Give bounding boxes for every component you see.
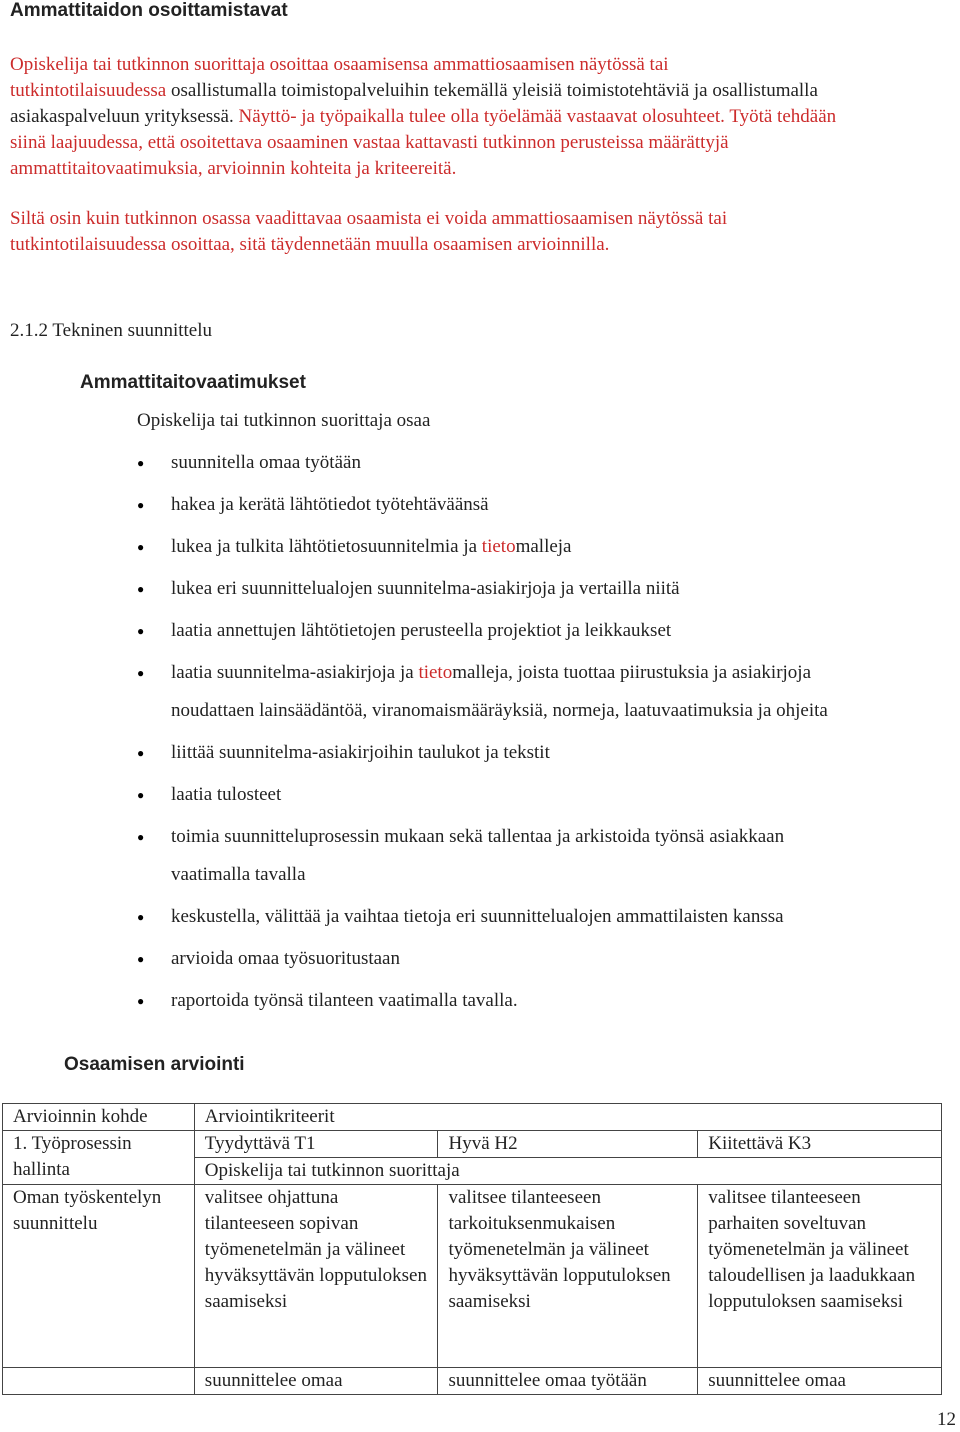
intro-text: ammattitaitovaatimuksia, arvioinnin kohteita ja kriteereitä.: [10, 158, 457, 179]
table-cell-target: [3, 1368, 195, 1395]
intro-line: [10, 52, 955, 78]
list-item-text: malleja, joista tuottaa piirustuksia ja asiakirjoja: [452, 662, 812, 683]
table-cell-h2: valitsee tilanteeseen tarkoituksenmukaisen työmenetelmän ja välineet hyväksyttävän lopputuloksen saamiseksi: [438, 1185, 698, 1368]
list-item-text: liittää suunnitelma-asiakirjoihin taulukot ja tekstit: [171, 742, 550, 763]
table-row: [3, 1185, 942, 1368]
table-cell-area: 1. Työprosessin hallinta: [3, 1131, 195, 1185]
list-item: [137, 528, 947, 566]
list-item-text: keskustella, välittää ja vaihtaa tietoja eri suunnittelualojen ammattilaisten kanssa: [171, 906, 784, 927]
table-cell-target: Oman työskentelyn suunnittelu: [3, 1185, 195, 1368]
list-item-text: lukea ja tulkita lähtötietosuunnitelmia ja: [171, 536, 482, 557]
list-item-text: arvioida omaa työsuoritustaan: [171, 948, 400, 969]
table-cell-level: Tyydyttävä T1: [194, 1131, 438, 1158]
table-cell-k3: suunnittelee omaa: [698, 1368, 942, 1395]
intro-line: Siltä osin kuin tutkinnon osassa vaadittavaa osaamista ei voida ammattiosaamisen näytössä tai: [10, 208, 728, 229]
table-cell-h2: suunnittelee omaa työtään: [438, 1368, 698, 1395]
list-item-text: suunnitella omaa työtään: [171, 452, 361, 473]
list-item-text: hakea ja kerätä lähtötiedot työtehtäväänsä: [171, 494, 489, 515]
table-cell-level: Kiitettävä K3: [698, 1131, 942, 1158]
list-item-text: lukea eri suunnittelualojen suunnitelma-asiakirjoja ja vertailla niitä: [171, 578, 680, 599]
list-item-text: laatia suunnitelma-asiakirjoja ja: [171, 662, 419, 683]
table-cell-t1: suunnittelee omaa: [194, 1368, 438, 1395]
assessment-table: [2, 1103, 942, 1395]
intro-text: siinä laajuudessa, että osoitettava osaaminen vastaa kattavasti tutkinnon perusteissa määrättyjä: [10, 132, 729, 153]
intro-text: Opiskelija tai tutkinnon suorittaja osoittaa osaamisensa ammattiosaamisen näytössä tai: [10, 54, 669, 75]
list-item-text: malleja: [515, 536, 572, 557]
list-item-text: laatia tulosteet: [171, 784, 282, 805]
list-item: [137, 982, 947, 1020]
list-item: [137, 654, 947, 730]
list-item: [137, 940, 947, 978]
list-item: [137, 734, 947, 772]
intro-paragraph-1: [10, 52, 955, 182]
list-item-text: toimia suunnitteluprosessin mukaan sekä tallentaa ja arkistoida työnsä asiakkaan: [171, 826, 785, 847]
list-item: [137, 486, 947, 524]
list-item-text: raportoida työnsä tilanteen vaatimalla tavalla.: [171, 990, 518, 1011]
requirements-list: [137, 444, 947, 1020]
intro-text: osallistumalla toimistopalveluihin tekemällä yleisiä toimistotehtäviä ja osallistumalla: [166, 80, 818, 101]
table-cell-t1: valitsee ohjattuna tilanteeseen sopivan työmenetelmän ja välineet hyväksyttävän lopputuloksen saamiseksi: [194, 1185, 438, 1368]
requirements-title: Ammattitaitovaatimukset: [80, 372, 306, 393]
list-item-text: laatia annettujen lähtötietojen perusteella projektiot ja leikkaukset: [171, 620, 672, 641]
list-item: [137, 898, 947, 936]
list-item-text: tieto: [481, 536, 516, 557]
table-header-criteria: Arviointikriteerit: [194, 1104, 941, 1131]
list-item: [137, 818, 947, 894]
intro-line: [10, 130, 955, 156]
intro-line: [10, 78, 955, 104]
table-cell-level: Hyvä H2: [438, 1131, 698, 1158]
intro-text: Näyttö- ja työpaikalla tulee olla työelämää vastaavat olosuhteet. Työtä tehdään: [233, 106, 837, 127]
list-item: [137, 776, 947, 814]
assessment-title: Osaamisen arviointi: [64, 1054, 245, 1075]
intro-line: [10, 104, 955, 130]
requirements-lead: Opiskelija tai tutkinnon suorittaja osaa: [137, 410, 431, 431]
table-cell-k3: valitsee tilanteeseen parhaiten soveltuvan työmenetelmän ja välineet taloudellisen ja laadukkaan lopputuloksen saamiseksi: [698, 1185, 942, 1368]
page-number: 12: [937, 1409, 956, 1430]
table-row: [3, 1131, 942, 1158]
table-header-target: Arvioinnin kohde: [3, 1104, 195, 1131]
table-row: [3, 1104, 942, 1131]
intro-line: tutkintotilaisuudessa osoittaa, sitä täydennetään muulla osaamisen arvioinnilla.: [10, 234, 610, 255]
list-item-text: vaatimalla tavalla: [171, 864, 306, 885]
table-row: [3, 1368, 942, 1395]
list-item-text: tieto: [418, 662, 453, 683]
list-item-text: noudattaen lainsäädäntöä, viranomaismääräyksiä, normeja, laatuvaatimuksia ja ohjeita: [171, 700, 828, 721]
list-item: [137, 444, 947, 482]
page-heading: Ammattitaidon osoittamistavat: [10, 0, 288, 21]
table-cell-subject: Opiskelija tai tutkinnon suorittaja: [194, 1158, 941, 1185]
intro-line: [10, 156, 955, 182]
intro-paragraph-2: [10, 206, 955, 258]
intro-text: asiakaspalveluun yrityksessä.: [10, 106, 234, 127]
section-title: 2.1.2 Tekninen suunnittelu: [10, 320, 213, 341]
list-item: [137, 570, 947, 608]
intro-text: tutkintotilaisuudessa: [10, 80, 167, 101]
list-item: [137, 612, 947, 650]
